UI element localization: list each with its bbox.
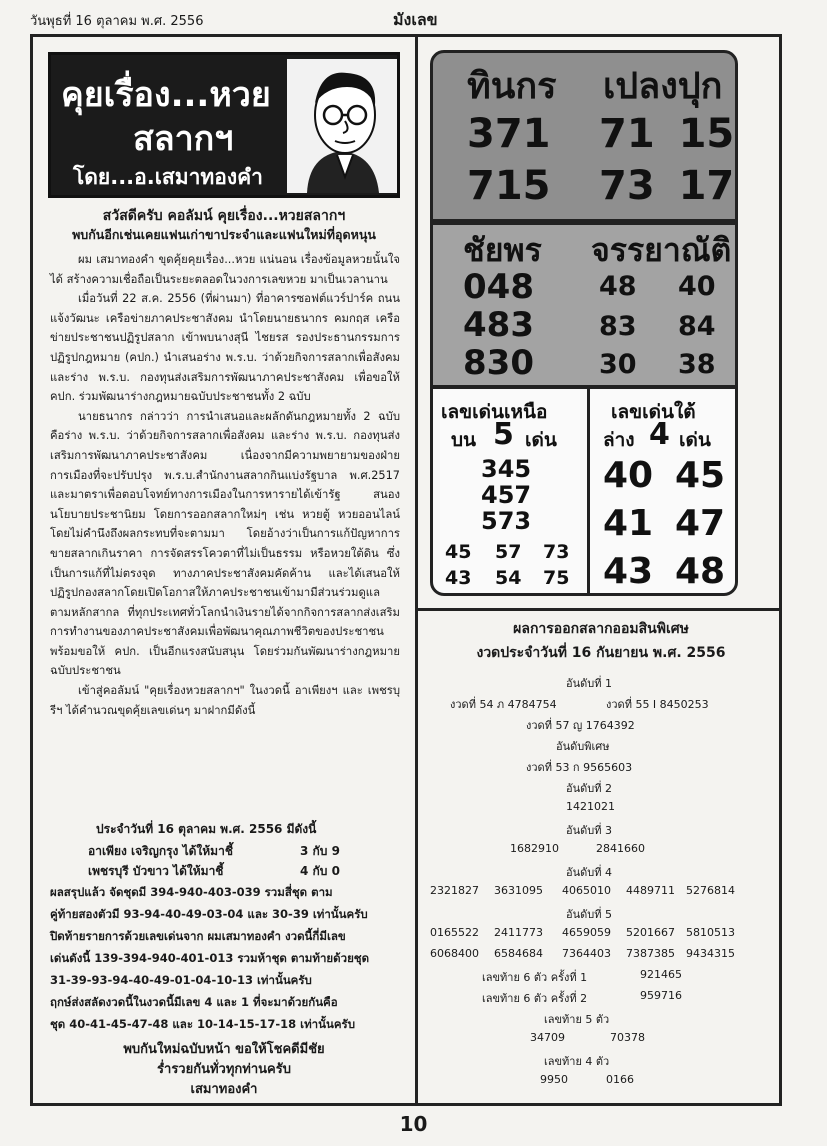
lottery-heading: อันดับที่ 4	[566, 866, 612, 879]
lottery-result: 70378	[610, 1031, 645, 1044]
summary-line: 31-39-93-94-40-49-01-04-10-13 เท่านั้นครับ	[50, 973, 312, 987]
south-number: 41	[603, 503, 654, 544]
north-subtitle: บน	[451, 429, 477, 451]
banner-title-line1: คุยเรื่อง...หวย	[61, 75, 271, 115]
lottery-result: 6584684	[494, 947, 543, 960]
tip-box-1-left-title: ทินกร	[467, 66, 557, 107]
summary-line: ชุด 40-41-45-47-48 และ 10-14-15-17-18 เท่านั้นครับ	[50, 1017, 356, 1031]
lottery-result: 921465	[640, 968, 682, 981]
lottery-result: 9950	[540, 1073, 568, 1086]
lottery-result: 7387385	[626, 947, 675, 960]
lottery-result: 6068400	[430, 947, 479, 960]
tip-box-3-divider	[587, 389, 590, 593]
article-paragraph: ผม เสมาทองคำ ขุดคุ้ยคุยเรื่อง...หวย แน่นอน เรื่องข้อมูลหวยนั้นใจได้ สร้างความเชื่อถือเป็นระยะตลอดในวงการเลขหวย มาเป็นเวลานาน	[50, 253, 400, 286]
lottery-heading: อันดับที่ 5	[566, 908, 612, 921]
result-value: 3 กับ 9	[300, 844, 340, 858]
tip-number: 83 84	[599, 311, 716, 342]
south-number: 47	[675, 503, 726, 544]
article-paragraph: นายธนากร กล่าวว่า การนำเสนอและผลักดันกฎหมายทั้ง 2 ฉบับ คือร่าง พ.ร.บ. ว่าด้วยกิจการสลากเพื่อสังคม และร่าง พ.ร.บ. กองทุนส่งเสริมการพัฒนาภาคประชาสังคม เนื่องจากมีความพยายามของฝ่ายการเมืองที่จะปรับปรุง พ.ร.บ.สำนักงานสลากกินแบ่งรัฐบาล พ.ศ.2517 และมาตราเพื่อตอบโจทย์ทางการเมืองในการหารายได้เข้ารัฐ สนองนโยบายประชานิยม โดยการออกสลากใหม่ๆ เช่น หวยตู้ หวยออนไลน์ โดยไม่คำนึงถึงผลกระทบที่จะตามมา โดยอ้างว่าเป็นการแก้ปัญหาการขายสลากเกินราคา การจัดสรรโควตาที่ไม่เป็นธรรม หรือหวยใต้ดิน ซึ่งเป็นการแก้ที่ไม่ตรงจุด ทางภาคประชาสังคมคัดค้าน และได้เสนอให้ปฏิรูปกองสลากโดยเปิดโอกาสให้ภาคประชาชนเข้ามามีส่วนร่วมดูแลตามหลักสากล ที่ทุกประเทศทั่วโลกนำเงินรายได้จากกิจการสลากส่งเสริมการทำงานของภาคประชาสังคมเพื่อพัฒนาคุณภาพชีวิตของประชาชน พร้อมขอให้ คปก. เป็นอีกแรงสนับสนุน โดยร่วมกันพัฒนาร่างกฎหมายฉบับประชาชน	[50, 409, 400, 678]
column-divider	[415, 34, 418, 1106]
north-unit: เด่น	[525, 429, 557, 451]
tip-number: 48 40	[599, 271, 716, 302]
article-paragraph: เมื่อวันที่ 22 ส.ค. 2556 (ที่ผ่านมา) ที่อาคารซอฟต์แวร์ปาร์ค ถนนแจ้งวัฒนะ เครือข่ายภาคประชาสังคม นำโดยนายธนากร คมกฤส เครือข่ายประชาชนปฏิรูปสลาก เข้าพบนางสุนี ไชยรส รองประธานกรรมการปฏิรูปกฎหมาย (คปก.) นำเสนอร่าง พ.ร.บ. ว่าด้วยกิจการสลากเพื่อสังคมและร่าง พ.ร.บ. กองทุนส่งเสริมการพัฒนาภาคประชาสังคม เพื่อขอให้ คปก. ร่วมพัฒนาร่างกฎหมายฉบับประชาชนทั้ง 2 ฉบับ	[50, 292, 400, 404]
tip-number: 30 38	[599, 349, 716, 380]
tip-number: 048	[463, 267, 534, 307]
lottery-heading: เลขท้าย 4 ตัว	[544, 1055, 610, 1068]
page-number: 10	[399, 1112, 428, 1136]
intro-line2: พบกันอีกเช่นเคยแฟนเก่าขาประจำและแฟนใหม่ที่อุดหนุน	[72, 227, 376, 242]
south-number: 45	[675, 455, 726, 496]
results-heading: ประจำวันที่ 16 ตุลาคม พ.ศ. 2556 มีดังนี้	[96, 822, 317, 836]
lottery-result: 3631095	[494, 884, 543, 897]
author-portrait	[287, 59, 397, 193]
column-banner	[48, 52, 400, 198]
north-small-number: 73	[543, 541, 570, 563]
closing-line: ร่ำรวยกันทั่วทุกท่านครับ	[157, 1062, 291, 1077]
tip-box-2	[430, 222, 738, 388]
summary-line: เด่นดังนี้ 139-394-940-401-013 รวมห้าชุด ตามท้ายด้วยชุด	[50, 951, 370, 965]
lottery-result: 1682910	[510, 842, 559, 855]
summary-line: คู่ท้ายสองตัวมี 93-94-40-49-03-04 และ 30-39 เท่านั้นครับ	[50, 907, 368, 921]
lottery-result: งวดที่ 57 ญ 1764392	[526, 719, 635, 732]
lottery-result: งวดที่ 54 ภ 4784754	[450, 698, 557, 711]
article-body	[50, 250, 400, 720]
north-small-number: 45	[445, 541, 472, 563]
south-title: เลขเด่นใต้	[611, 401, 696, 423]
lottery-heading: เลขท้าย 5 ตัว	[544, 1013, 610, 1026]
lottery-result: 0165522	[430, 926, 479, 939]
lottery-result: 9434315	[686, 947, 735, 960]
banner-byline: โดย...อ.เสมาทองคำ	[73, 165, 263, 189]
section-rule	[418, 608, 782, 611]
lottery-result: 4489711	[626, 884, 675, 897]
lottery-result: 7364403	[562, 947, 611, 960]
south-number: 43	[603, 551, 654, 592]
lottery-heading: อันดับที่ 3	[566, 824, 612, 837]
lottery-result: 2411773	[494, 926, 543, 939]
closing-line: เสมาทองคำ	[190, 1082, 258, 1097]
lottery-heading: อันดับที่ 2	[566, 782, 612, 795]
south-number: 48	[675, 551, 726, 592]
tip-number: 830	[463, 343, 534, 383]
tip-number: 71 15	[599, 111, 735, 157]
tip-box-2-left-title: ชัยพร	[463, 231, 542, 269]
newspaper-name: มังเลข	[393, 10, 438, 29]
result-value: 4 กับ 0	[300, 864, 340, 878]
tip-box-1	[430, 50, 738, 222]
lottery-result: 2841660	[596, 842, 645, 855]
lottery-result: 4659059	[562, 926, 611, 939]
summary-line: ผลสรุปแล้ว จัดชุดมี 394-940-403-039 รวมสี่ชุด ตาม	[50, 885, 333, 899]
result-name: เพชรบุรี บัวขาว ได้ให้มาชี้	[88, 864, 224, 878]
tip-number: 715	[467, 163, 551, 209]
south-unit: เด่น	[679, 429, 711, 451]
north-small-number: 54	[495, 567, 522, 589]
issue-date: วันพุธที่ 16 ตุลาคม พ.ศ. 2556	[30, 14, 204, 29]
tip-box-2-right-title: จรรยาณัติ	[591, 231, 732, 269]
lottery-result: 4065010	[562, 884, 611, 897]
north-number: 345	[481, 455, 532, 483]
closing-line: พบกันใหม่ฉบับหน้า ขอให้โชคดีมีชัย	[123, 1042, 325, 1057]
lottery-result: 34709	[530, 1031, 565, 1044]
lottery-result: งวดที่ 53 ก 9565603	[526, 761, 633, 774]
lottery-result: งวดที่ 55 I 8450253	[606, 698, 709, 711]
lottery-result: 5276814	[686, 884, 735, 897]
south-count: 4	[649, 417, 670, 452]
result-name: อาเพียง เจริญกรุง ได้ให้มาชี้	[88, 844, 233, 858]
lottery-title: ผลการออกสลากออมสินพิเศษ	[513, 621, 689, 637]
north-title: เลขเด่นเหนือ	[441, 401, 548, 423]
north-small-number: 43	[445, 567, 472, 589]
lottery-subtitle: งวดประจำวันที่ 16 กันยายน พ.ศ. 2556	[476, 645, 726, 661]
north-small-number: 57	[495, 541, 522, 563]
lottery-result: 2321827	[430, 884, 479, 897]
lottery-heading: เลขท้าย 6 ตัว ครั้งที่ 2	[482, 992, 588, 1005]
north-number: 457	[481, 481, 532, 509]
north-number: 573	[481, 507, 532, 535]
intro-line1: สวัสดีครับ คอลัมน์ คุยเรื่อง...หวยสลากฯ	[102, 208, 346, 224]
tip-box-3	[430, 386, 738, 596]
lottery-result: 959716	[640, 989, 682, 1002]
banner-title-line2: สลากฯ	[133, 119, 234, 159]
north-small-number: 75	[543, 567, 570, 589]
article-paragraph: เข้าสู่คอลัมน์ "คุยเรื่องหวยสลากฯ" ในงวดนี้ อาเพียงฯ และ เพชรบุรีฯ ได้คำนวณขุดคุ้ยเลขเด่นๆ มาฝากมีดังนี้	[50, 684, 400, 717]
lottery-result: 0166	[606, 1073, 634, 1086]
lottery-heading: อันดับที่ 1	[566, 677, 612, 690]
summary-line: ฤกษ์ส่งสลัดงวดนี้ในงวดนี้มีเลข 4 และ 1 ที่จะมาด้วยกันคือ	[50, 995, 338, 1009]
lottery-heading: อันดับพิเศษ	[556, 740, 610, 753]
tip-number: 73 17	[599, 163, 735, 209]
page-header	[28, 6, 788, 32]
tip-number: 371	[467, 111, 551, 157]
tip-box-1-right-title: เปลงปุก	[603, 66, 723, 107]
lottery-heading: เลขท้าย 6 ตัว ครั้งที่ 1	[482, 971, 588, 984]
tip-number: 483	[463, 305, 534, 345]
south-number: 40	[603, 455, 654, 496]
lottery-result: 1421021	[566, 800, 615, 813]
north-count: 5	[493, 417, 514, 452]
lottery-result: 5810513	[686, 926, 735, 939]
summary-line: ปิดท้ายรายการด้วยเลขเด่นจาก ผมเสมาทองคำ งวดนี้กี่มีเลข	[50, 929, 346, 943]
south-subtitle: ล่าง	[603, 429, 635, 451]
lottery-result: 5201667	[626, 926, 675, 939]
